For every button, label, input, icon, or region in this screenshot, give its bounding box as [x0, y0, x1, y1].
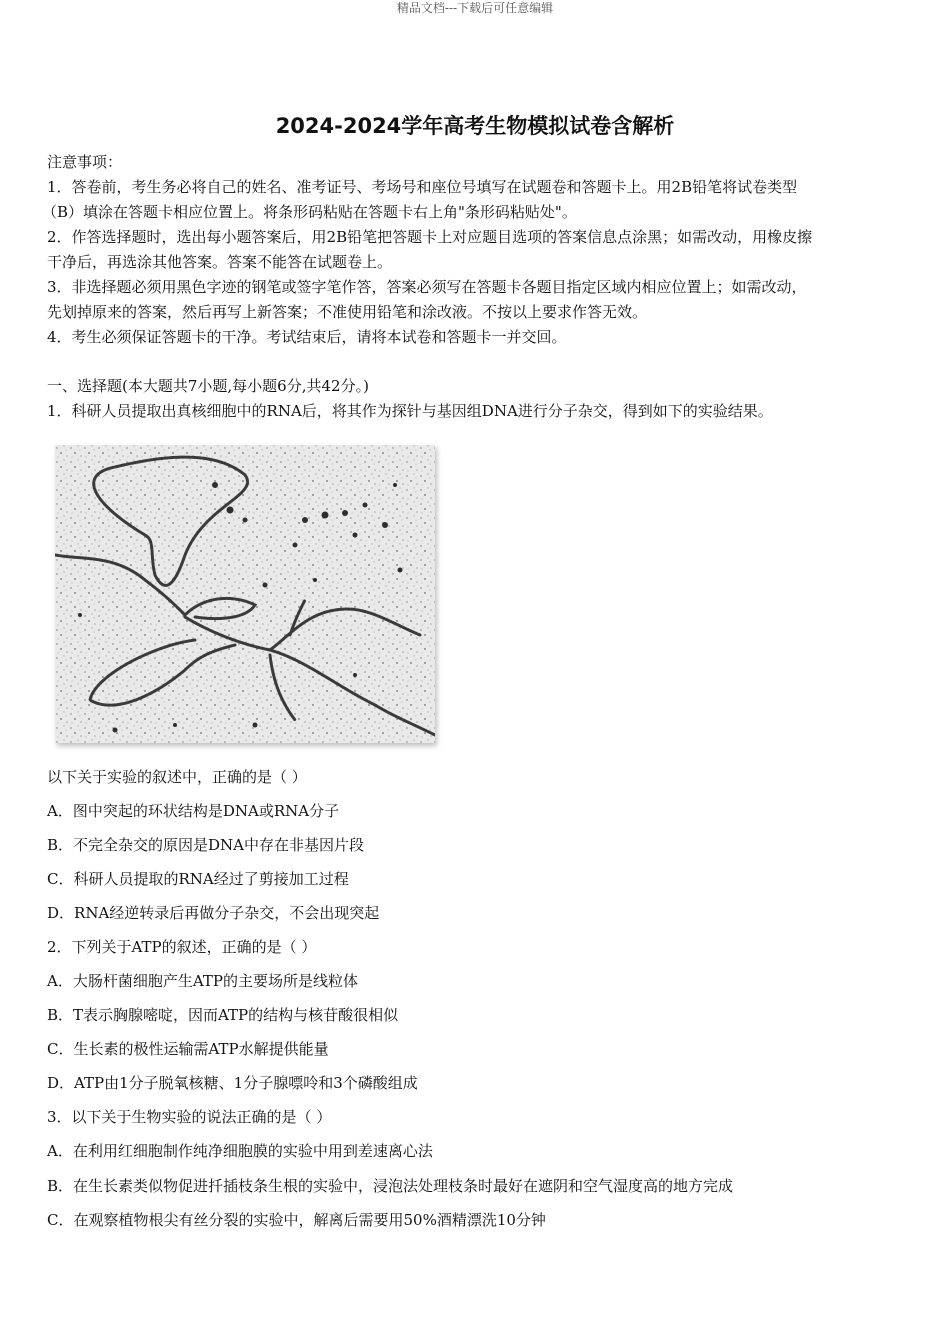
- question-1-option-a: A．图中突起的环状结构是DNA或RNA分子: [47, 802, 340, 820]
- notice-line-2: （B）填涂在答题卡相应位置上。将条形码粘贴在答题卡右上角"条形码粘贴处"。: [42, 203, 577, 221]
- question-1-option-d: D．RNA经逆转录后再做分子杂交，不会出现突起: [47, 904, 380, 922]
- notice-line-5: 3．非选择题必须用黑色字迹的钢笔或签字笔作答，答案必须写在答题卡各题目指定区域内相应位置上；如需改动，: [47, 278, 807, 296]
- notice-heading: 注意事项：: [47, 153, 123, 171]
- section-heading: 一、选择题(本大题共7小题,每小题6分,共42分。): [47, 377, 369, 395]
- question-2-stem: 2．下列关于ATP的叙述，正确的是（ ）: [47, 938, 317, 956]
- question-3-option-b: B．在生长素类似物促进扦插枝条生根的实验中，浸泡法处理枝条时最好在遮阴和空气湿度高的地方完成: [47, 1177, 734, 1195]
- question-3-option-a: A．在利用红细胞制作纯净细胞膜的实验中用到差速离心法: [47, 1142, 433, 1160]
- question-3-option-c: C．在观察植物根尖有丝分裂的实验中，解离后需要用50%酒精漂洗10分钟: [47, 1211, 546, 1229]
- question-2-option-a: A．大肠杆菌细胞产生ATP的主要场所是线粒体: [47, 972, 358, 990]
- question-1-prompt: 以下关于实验的叙述中，正确的是（ ）: [47, 768, 307, 786]
- notice-line-7: 4．考生必须保证答题卡的干净。考试结束后，请将本试卷和答题卡一并交回。: [47, 328, 567, 346]
- hybridization-micrograph: [55, 445, 435, 743]
- question-1-option-b: B．不完全杂交的原因是DNA中存在非基因片段: [47, 836, 365, 854]
- question-2-option-b: B．T表示胸腺嘧啶，因而ATP的结构与核苷酸很相似: [47, 1006, 399, 1024]
- notice-line-6: 先划掉原来的答案，然后再写上新答案；不准使用铅笔和涂改液。不按以上要求作答无效。: [47, 303, 648, 321]
- question-2-option-c: C．生长素的极性运输需ATP水解提供能量: [47, 1040, 329, 1058]
- notice-line-3: 2．作答选择题时，选出每小题答案后，用2B铅笔把答题卡上对应题目选项的答案信息点涂黑；如需改动，用橡皮擦: [47, 228, 813, 246]
- page-title: 2024-2024学年高考生物模拟试卷含解析: [275, 114, 675, 138]
- question-2-option-d: D．ATP由1分子脱氧核糖、1分子腺嘌呤和3个磷酸组成: [47, 1074, 418, 1092]
- question-1-option-c: C．科研人员提取的RNA经过了剪接加工过程: [47, 870, 349, 888]
- notice-line-1: 1．答卷前，考生务必将自己的姓名、准考证号、考场号和座位号填写在试题卷和答题卡上。用2B铅笔将试卷类型: [47, 178, 798, 196]
- micrograph-drawing: [55, 445, 435, 743]
- page-header-note: 精品文档---下载后可任意编辑: [396, 1, 554, 15]
- question-3-stem: 3．以下关于生物实验的说法正确的是（ ）: [47, 1108, 332, 1126]
- question-1-stem: 1．科研人员提取出真核细胞中的RNA后，将其作为探针与基因组DNA进行分子杂交，得到如下的实验结果。: [47, 402, 773, 420]
- notice-line-4: 干净后，再选涂其他答案。答案不能答在试题卷上。: [47, 253, 393, 271]
